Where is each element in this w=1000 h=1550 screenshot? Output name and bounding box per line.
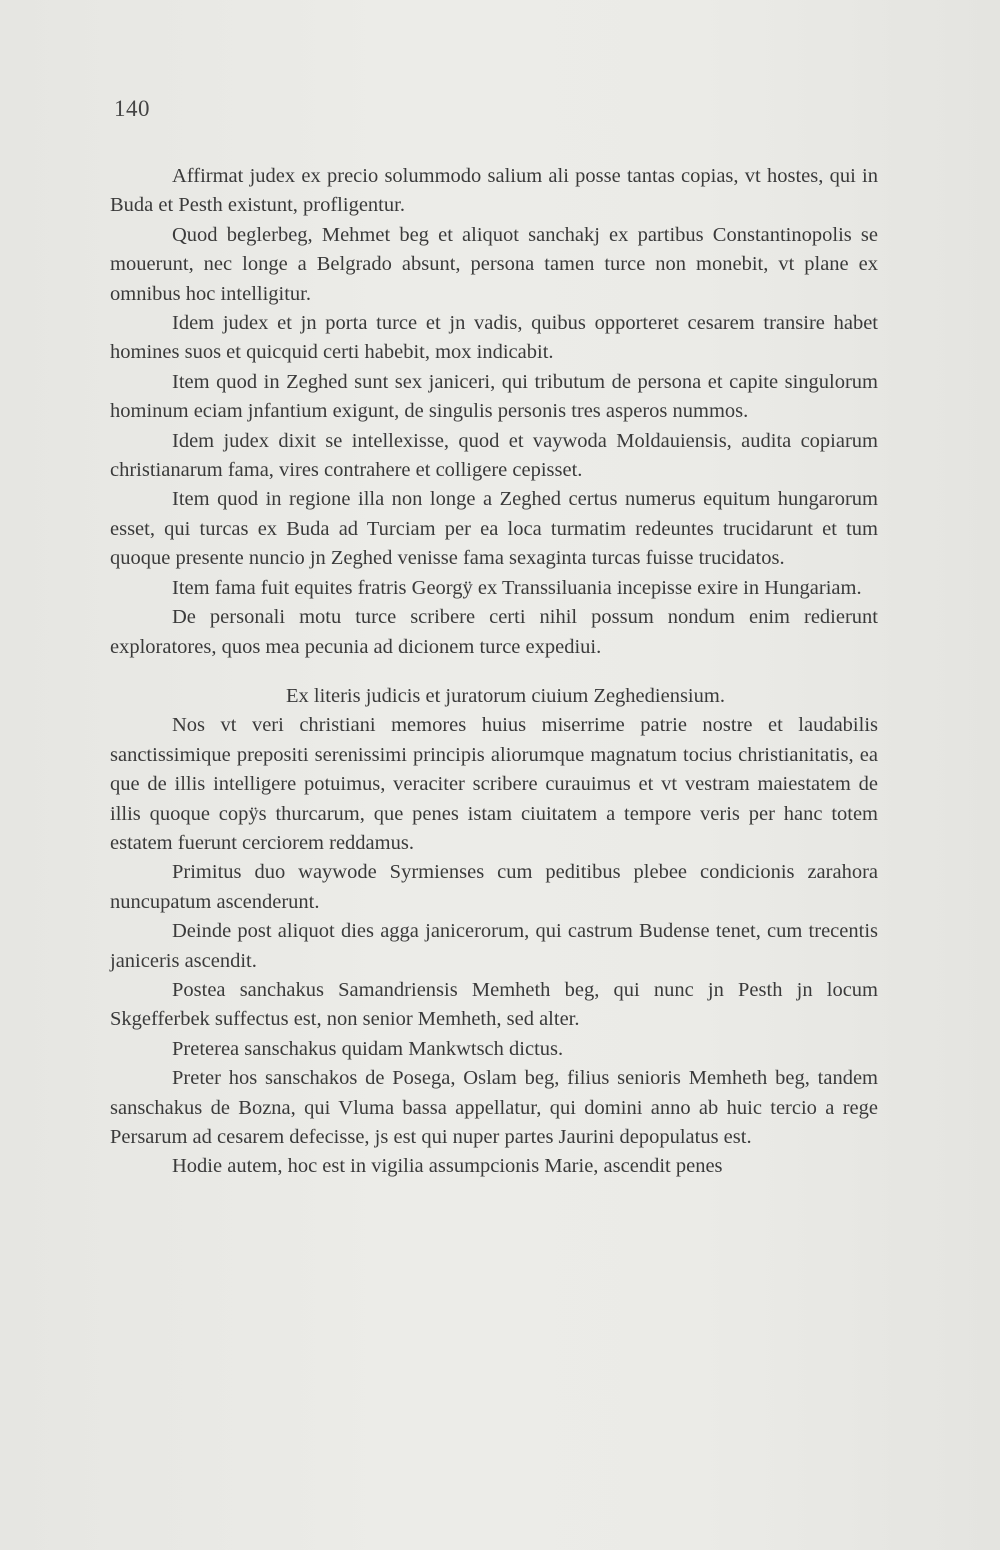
paragraph: Deinde post aliquot dies agga janicerorum, qui castrum Budense tenet, cum trecentis janiceris ascendit. <box>110 920 878 972</box>
paragraph: Preterea sanschakus quidam Mankwtsch dictus. <box>172 1037 564 1060</box>
paragraph: Item quod in regione illa non longe a Zeghed certus numerus equitum hungarorum esset, qui turcas ex Buda ad Turciam per ea loca turmatim redeuntes trucidarunt et tum quoque presente nuncio jn Zeghed venisse fama sexaginta turcas fuisse trucidatos. <box>110 488 878 570</box>
paragraph: Nos vt veri christiani memores huius miserrime patrie nostre et laudabilis sanctissimique prepositi serenissimi principis aliorumque magnatum tocius christianitatis, ea que de illis intelligere potuimus, veraciter scribere curauimus et vt vestram maiestatem de illis quoque copÿs thurcarum, que penes istam ciuitatem a tempore veris per hanc totem estatem fuerunt cerciorem reddamus. <box>110 714 878 854</box>
body-text <box>110 162 878 1182</box>
paragraph: Idem judex et jn porta turce et jn vadis, quibus opporteret cesarem transire habet homines suos et quicquid certi habebit, mox indicabit. <box>110 312 878 364</box>
paragraph: Postea sanchakus Samandriensis Memheth beg, qui nunc jn Pesth jn locum Skgefferbek suffectus est, non senior Memheth, sed alter. <box>110 978 878 1031</box>
paragraph: Idem judex dixit se intellexisse, quod et vaywoda Moldauiensis, audita copiarum christianarum fama, vires contrahere et colligere cepisset. <box>110 429 878 482</box>
paragraph: Affirmat judex ex precio solummodo salium ali posse tantas copias, vt hostes, qui in Buda et Pesth existunt, profligentur. <box>110 165 878 217</box>
paragraph: Item quod in Zeghed sunt sex janiceri, qui tributum de persona et capite singulorum hominum eciam jnfantium exigunt, de singulis personis tres asperos nummos. <box>110 370 878 423</box>
section-zeghed-letter <box>110 711 878 1182</box>
paragraph: De personali motu turce scribere certi nihil possum nondum enim redierunt exploratores, quos mea pecunia ad dicionem turce expediui. <box>110 606 878 658</box>
section-letter-report <box>110 162 878 662</box>
section-heading: Ex literis judicis et juratorum ciuium Zeghediensium. <box>286 684 725 707</box>
paragraph: Preter hos sanschakos de Posega, Oslam beg, filius senioris Memheth beg, tandem sanschakus de Bozna, qui Vluma bassa appellatur, qui domini anno ab huic tercio a rege Persarum ad cesarem defecisse, js est qui nuper partes Jaurini depopulatus est. <box>110 1067 878 1148</box>
paragraph: Item fama fuit equites fratris Georgÿ ex Transsiluania incepisse exire in Hungariam. <box>172 576 862 599</box>
page-number: 140 <box>114 96 150 121</box>
paragraph: Primitus duo waywode Syrmienses cum peditibus plebee condicionis zarahora nuncupatum ascenderunt. <box>110 861 878 913</box>
paragraph: Hodie autem, hoc est in vigilia assumpcionis Marie, ascendit penes <box>172 1155 723 1178</box>
paragraph: Quod beglerbeg, Mehmet beg et aliquot sanchakj ex partibus Constantinopolis se mouerunt, nec longe a Belgrado absunt, persona tamen turce non monebit, vt plane ex omnibus hoc intelligitur. <box>110 223 878 305</box>
